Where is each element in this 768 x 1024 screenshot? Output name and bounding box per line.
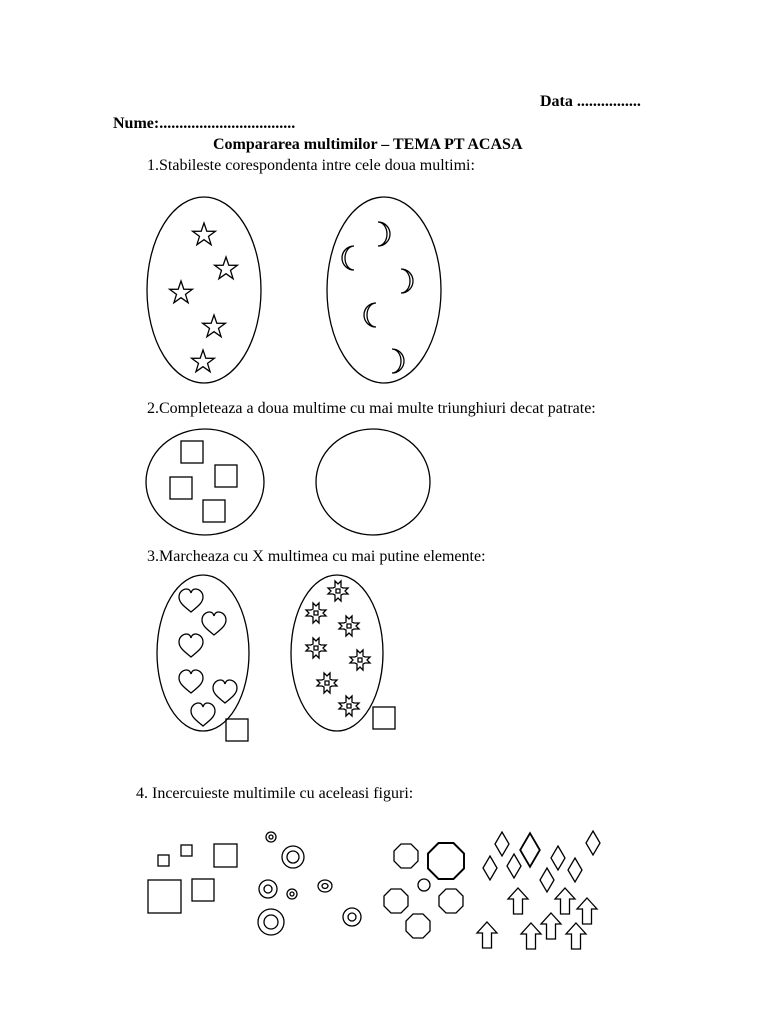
heart-icon bbox=[202, 612, 226, 635]
square-icon bbox=[181, 845, 192, 856]
moon-icon bbox=[378, 222, 390, 246]
heart-icon bbox=[179, 634, 203, 657]
checkbox-crosses[interactable] bbox=[373, 707, 395, 729]
star-icon bbox=[203, 315, 226, 337]
octagon-icon bbox=[428, 843, 464, 879]
square-icon bbox=[215, 465, 237, 487]
name-label: Nume:.................................. bbox=[113, 115, 296, 132]
heart-icon bbox=[213, 680, 237, 703]
star-icon bbox=[192, 350, 215, 372]
date-label: Data ................ bbox=[540, 93, 641, 110]
star-icon bbox=[215, 257, 238, 279]
arrow-icon bbox=[555, 888, 575, 914]
diamond-icon bbox=[586, 831, 600, 855]
circle-icon bbox=[418, 879, 430, 891]
diamond-icon bbox=[568, 858, 582, 882]
square-icon bbox=[181, 441, 203, 463]
arrow-icon bbox=[541, 913, 561, 939]
square-icon bbox=[214, 844, 237, 867]
moon-icon bbox=[401, 269, 413, 293]
square-icon bbox=[148, 880, 181, 913]
heart-icon bbox=[191, 703, 215, 726]
star-icon bbox=[170, 281, 193, 303]
octagon-icon bbox=[384, 889, 408, 913]
set-stars bbox=[147, 197, 261, 383]
cross-icon bbox=[339, 696, 359, 716]
exercise-1-text: 1.Stabileste corespondenta intre cele doua multimi: bbox=[147, 157, 475, 174]
exercise-3-text: 3.Marcheaza cu X multimea cu mai putine elemente: bbox=[147, 548, 486, 565]
exercise-2-text: 2.Completeaza a doua multime cu mai multe triunghiuri decat patrate: bbox=[147, 400, 596, 417]
cross-icon bbox=[317, 673, 337, 693]
cross-icon bbox=[328, 581, 348, 601]
square-icon bbox=[192, 879, 214, 901]
diamond-icon bbox=[495, 832, 509, 856]
square-icon bbox=[170, 477, 192, 499]
diamond-icon bbox=[483, 856, 497, 880]
octagon-icon bbox=[394, 844, 418, 868]
page-title: Compararea multimilor – TEMA PT ACASA bbox=[213, 136, 523, 153]
diamond-icon bbox=[551, 846, 565, 870]
arrow-icon bbox=[521, 923, 541, 949]
square-icon bbox=[203, 500, 225, 522]
heart-icon bbox=[179, 670, 203, 693]
set-moons bbox=[327, 197, 441, 383]
arrow-icon bbox=[577, 898, 597, 924]
moon-icon bbox=[364, 303, 376, 327]
checkbox-hearts[interactable] bbox=[226, 719, 248, 741]
arrow-icon bbox=[508, 888, 528, 914]
moon-icon bbox=[342, 246, 354, 270]
cross-icon bbox=[350, 650, 370, 670]
set-hearts bbox=[157, 575, 249, 731]
group-diamonds[interactable] bbox=[483, 831, 600, 892]
arrow-icon bbox=[477, 922, 497, 948]
cross-icon bbox=[306, 638, 326, 658]
set-empty-outline[interactable] bbox=[316, 429, 430, 535]
exercise-4-text: 4. Incercuieste multimile cu aceleasi figuri: bbox=[136, 785, 414, 802]
group-squares[interactable] bbox=[148, 844, 237, 913]
square-icon bbox=[158, 855, 169, 866]
octagon-icon bbox=[406, 914, 430, 938]
octagon-icon bbox=[439, 889, 463, 913]
diamond-icon bbox=[540, 868, 554, 892]
star-icon bbox=[193, 223, 216, 245]
group-arrows[interactable] bbox=[477, 888, 597, 949]
diamond-icon bbox=[520, 833, 540, 867]
arrow-icon bbox=[566, 923, 586, 949]
diamond-icon bbox=[507, 854, 521, 878]
cross-icon bbox=[339, 616, 359, 636]
group-circles[interactable] bbox=[258, 832, 361, 935]
moon-icon bbox=[392, 349, 404, 373]
set-squares bbox=[146, 429, 264, 535]
set-crosses bbox=[291, 575, 383, 731]
heart-icon bbox=[179, 589, 203, 612]
cross-icon bbox=[306, 603, 326, 623]
set-squares-outline bbox=[146, 429, 264, 535]
group-octagons[interactable] bbox=[384, 843, 464, 938]
